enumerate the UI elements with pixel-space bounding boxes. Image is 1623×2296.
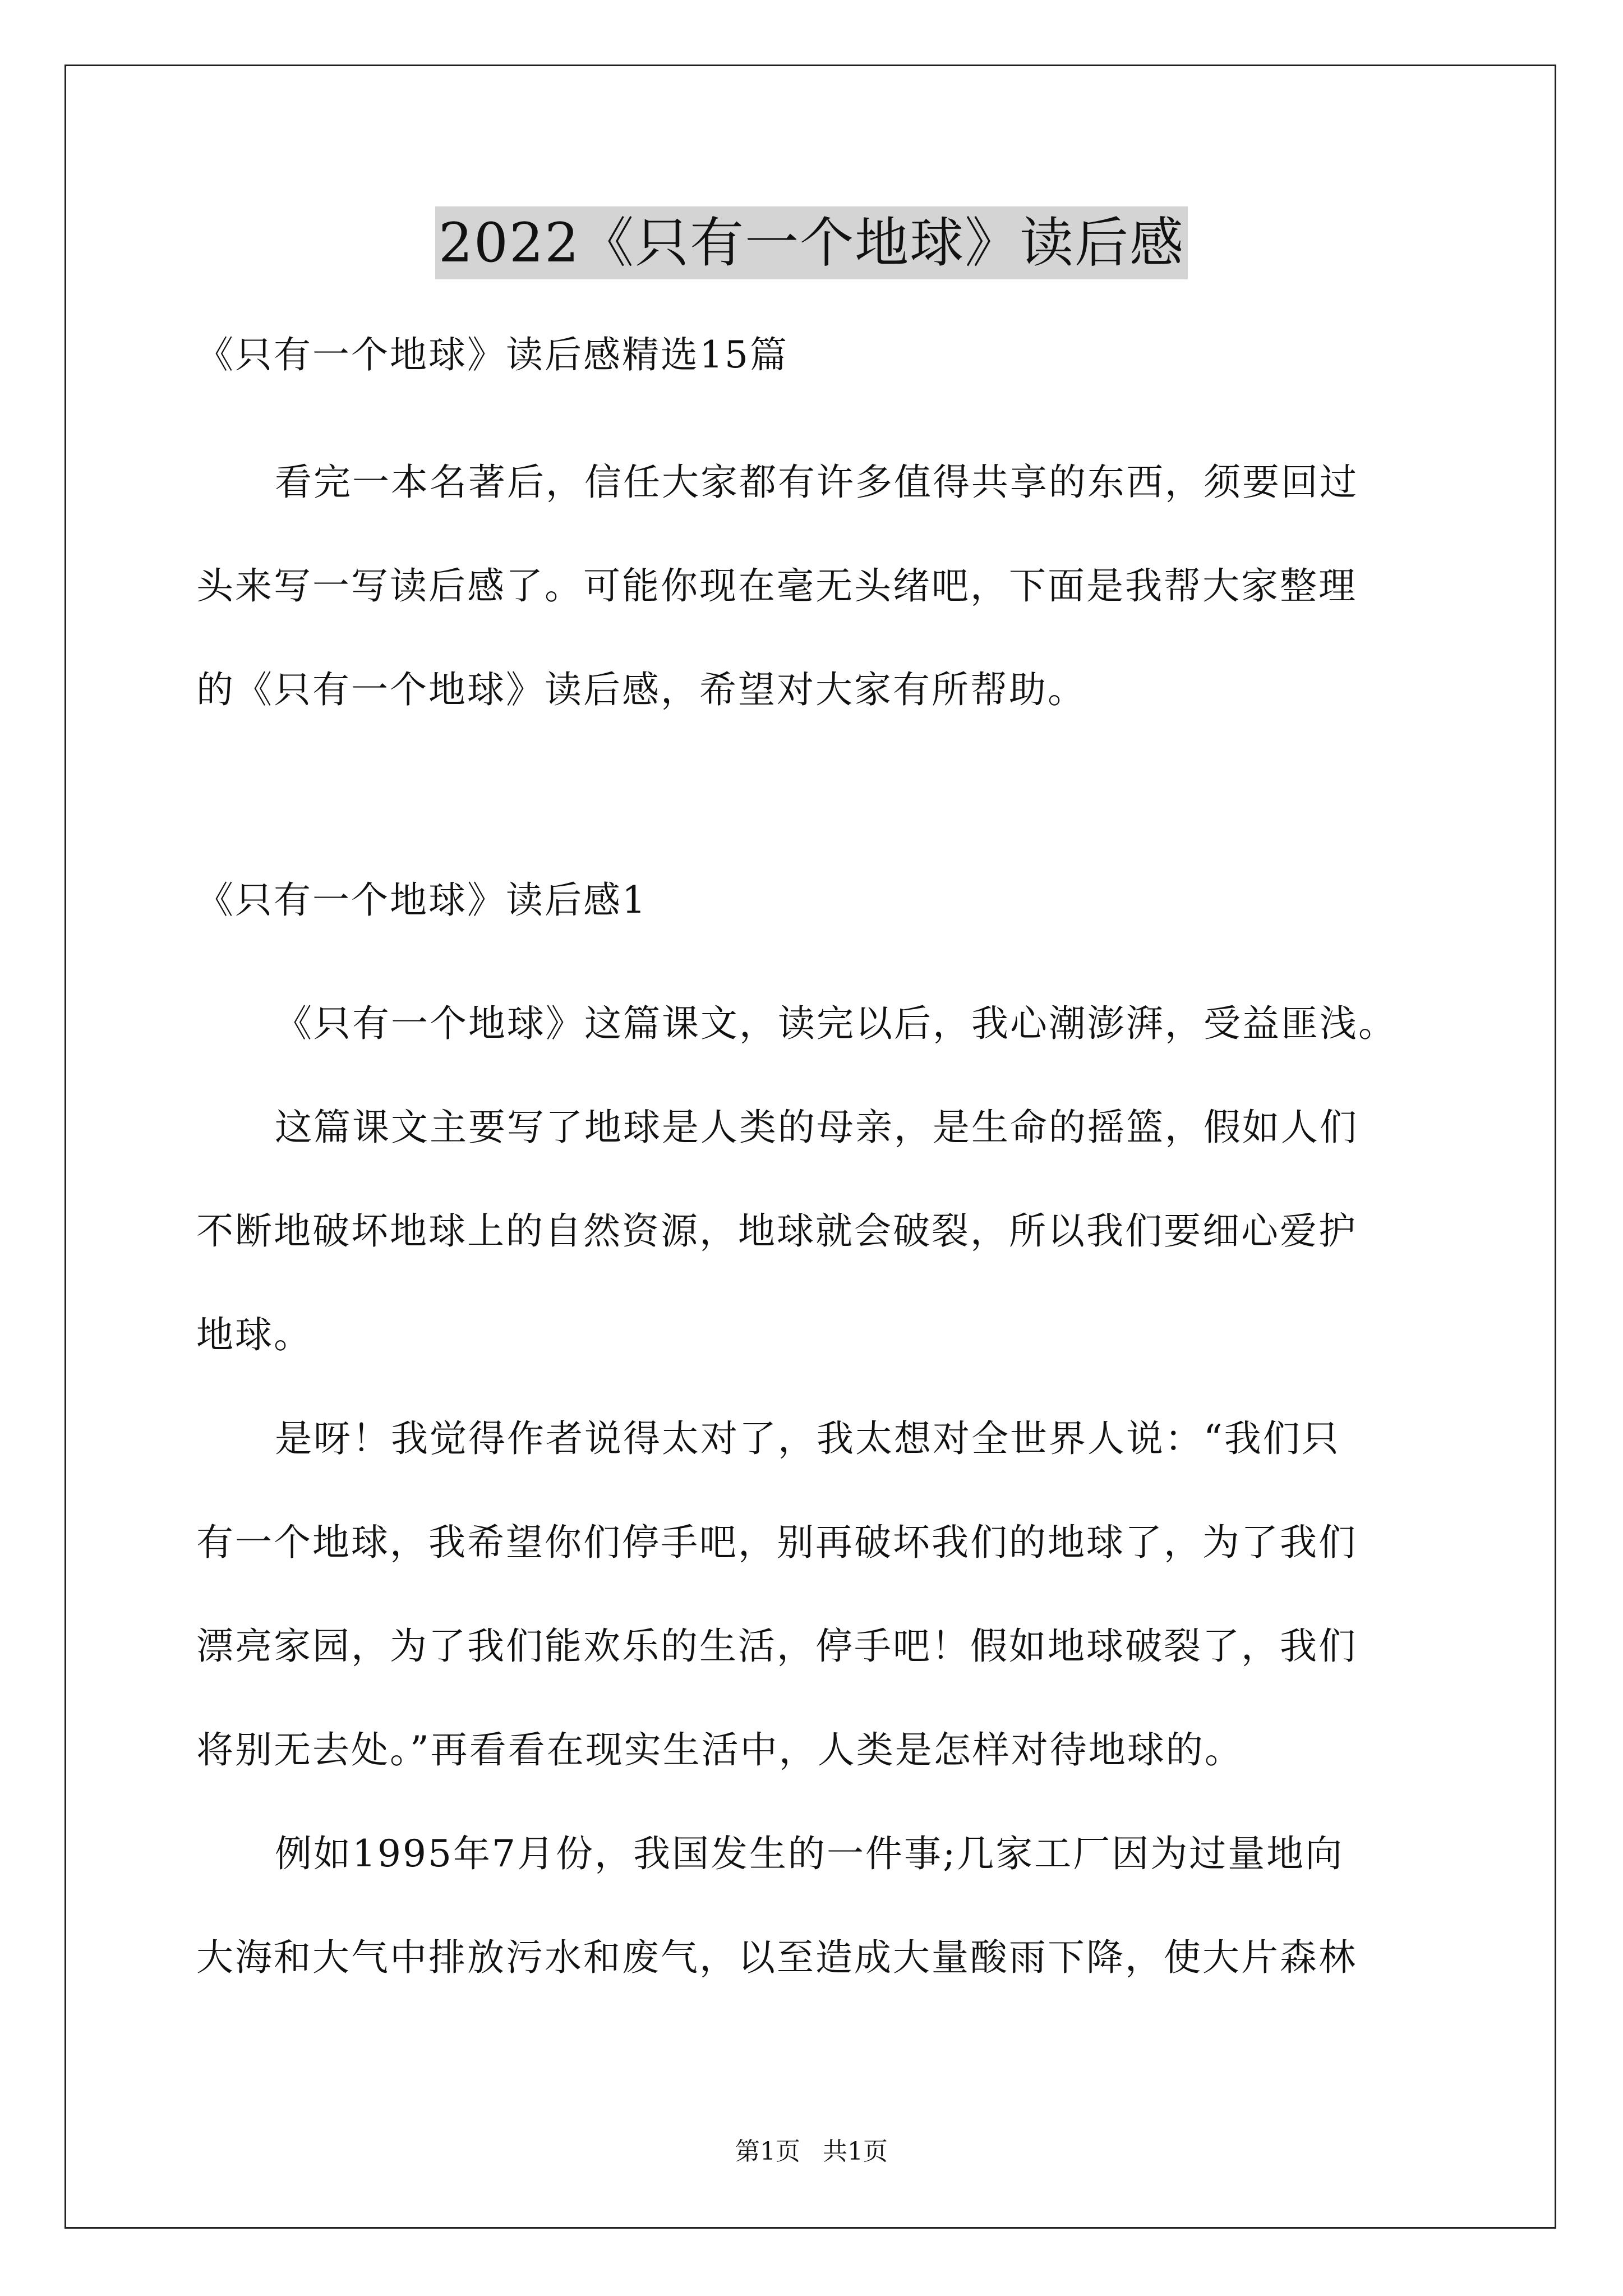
section-heading: 《只有一个地球》读后感1 (196, 878, 647, 922)
paragraph-line: 地球。 (196, 1313, 312, 1356)
document-title: 2022《只有一个地球》读后感 (435, 206, 1188, 279)
paragraph-line: 这篇课文主要写了地球是人类的母亲，是生命的摇篮，假如人们 (275, 1106, 1358, 1149)
paragraph-line: 将别无去处。”再看看在现实生活中，人类是怎样对待地球的。 (196, 1728, 1243, 1772)
document-title-block (0, 206, 1623, 295)
page-total: 共1页 (823, 2137, 888, 2166)
paragraph-line: 例如1995年7月份，我国发生的一件事;几家工厂因为过量地向 (275, 1832, 1344, 1875)
page-footer (0, 2135, 1623, 2169)
paragraph-line: 的《只有一个地球》读后感，希望对大家有所帮助。 (196, 668, 1086, 711)
section-heading: 《只有一个地球》读后感精选15篇 (196, 333, 789, 376)
paragraph-line: 漂亮家园，为了我们能欢乐的生活，停手吧！假如地球破裂了，我们 (196, 1625, 1357, 1668)
paragraph-line: 有一个地球，我希望你们停手吧，别再破坏我们的地球了，为了我们 (196, 1521, 1357, 1564)
page-number: 第1页 (735, 2137, 800, 2166)
paragraph-line: 看完一本名著后，信任大家都有许多值得共享的东西，须要回过 (275, 461, 1358, 504)
paragraph-line: 《只有一个地球》这篇课文，读完以后，我心潮澎湃，受益匪浅。 (275, 1002, 1397, 1045)
paragraph-line: 大海和大气中排放污水和废气，以至造成大量酸雨下降，使大片森林 (196, 1936, 1357, 1979)
paragraph-line: 不断地破坏地球上的自然资源，地球就会破裂，所以我们要细心爱护 (196, 1209, 1357, 1253)
paragraph-line: 是呀！我觉得作者说得太对了，我太想对全世界人说：“我们只 (275, 1417, 1340, 1460)
paragraph-line: 头来写一写读后感了。可能你现在毫无头绪吧，下面是我帮大家整理 (196, 564, 1357, 608)
